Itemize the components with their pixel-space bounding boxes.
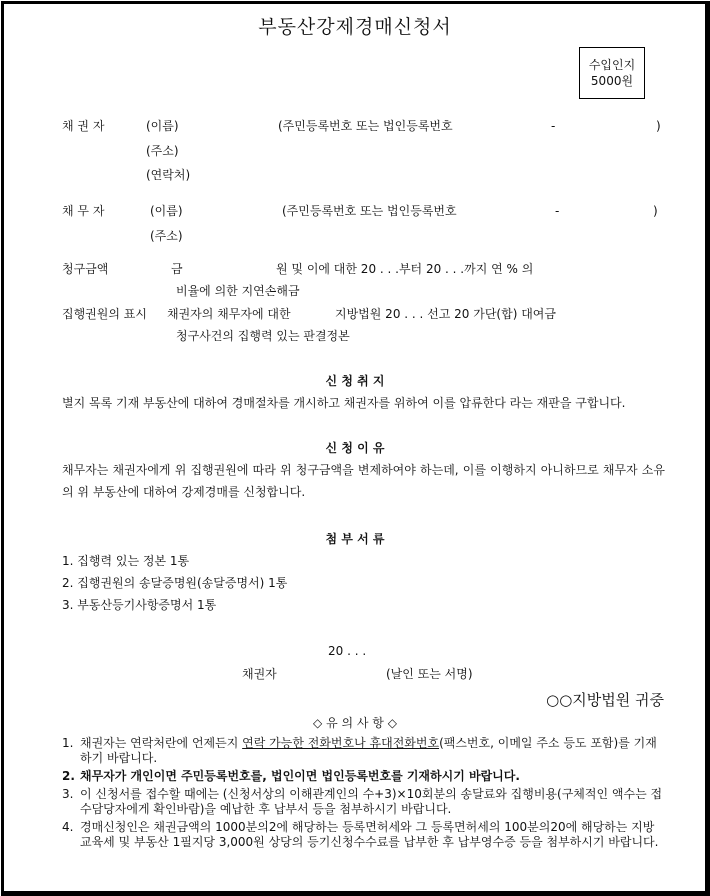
claim-amount-prefix: 금 xyxy=(171,262,183,276)
notice-text: 이 신청서를 접수할 때에는 (신청서상의 이해관계인의 수+3)×10회분의 송달료와 집행비용(구체적인 액수는 접수담당자에게 확인바람)을 예납한 후 납부서 등을 첨부하시기 바랍니다. xyxy=(80,787,663,816)
debtor-name-field[interactable]: (이름) xyxy=(150,204,183,218)
debtor-id-dash: - xyxy=(555,204,560,218)
purpose-text: 별지 목록 기재 부동산에 대하여 경매절차를 개시하고 채권자를 위하여 이를 압류한다 라는 재판을 구합니다. xyxy=(62,396,626,410)
signature-seal-field[interactable]: (날인 또는 서명) xyxy=(386,667,473,681)
claim-label: 청구금액 xyxy=(62,262,109,276)
notice-number: 3. xyxy=(62,787,74,801)
signature-date[interactable]: 20 . . . xyxy=(328,644,367,658)
creditor-label: 채 권 자 xyxy=(62,119,105,133)
notice-number: 4. xyxy=(62,820,74,834)
debtor-id-field[interactable]: (주민등록번호 또는 법인등록번호 xyxy=(282,204,457,218)
notice-item-4 xyxy=(62,820,665,850)
notice-text: (팩스번호, 이메일 주소 등도 포함)를 기재하기 바랍니다. xyxy=(80,736,657,765)
creditor-id-close: ) xyxy=(656,119,661,133)
enforcement-label: 집행권원의 표시 xyxy=(62,307,147,321)
purpose-heading: 신 청 취 지 xyxy=(325,374,385,388)
enforcement-line2: 청구사건의 집행력 있는 판결정본 xyxy=(176,329,350,343)
claim-terms: 원 및 이에 대한 20 . . .부터 20 . . .까지 연 % 의 xyxy=(276,262,534,276)
attachment-item-3: 3. 부동산등기사항증명서 1통 xyxy=(62,598,217,612)
notice-item-2 xyxy=(62,769,665,784)
enforcement-text: 채권자의 채무자에 대한 xyxy=(167,307,291,321)
stamp-line-2: 5000원 xyxy=(590,74,634,88)
stamp-line-1: 수입인지 xyxy=(588,58,636,72)
notice-text: 경매신청인은 채권금액의 1000분의2에 해당하는 등록면허세와 그 등록면허세의 100분의20에 해당하는 지방교육세 및 부동산 1필지당 3,000원 상당의 등기신청수수료를 납부한 후 납부영수증 등을 첨부하시기 바랍니다. xyxy=(80,820,659,849)
creditor-id-dash: - xyxy=(551,119,556,133)
notice-text: 채무자가 개인이면 주민등록번호를, 법인이면 법인등록번호를 기재하시기 바랍니다. xyxy=(80,769,520,783)
creditor-address-field[interactable]: (주소) xyxy=(146,144,179,158)
notice-item-3 xyxy=(62,787,665,817)
notice-underlined-text: 연락 가능한 전화번호나 휴대전화번호 xyxy=(242,736,440,750)
creditor-contact-field[interactable]: (연락처) xyxy=(146,168,191,182)
notice-heading: ◇ 유 의 사 항 ◇ xyxy=(313,716,397,730)
signature-creditor-label: 채권자 xyxy=(242,667,277,681)
notice-number: 1. xyxy=(62,736,74,750)
debtor-address-field[interactable]: (주소) xyxy=(150,229,183,243)
notice-item-1 xyxy=(62,736,665,766)
notice-number: 2. xyxy=(62,769,75,783)
enforcement-court-text: 지방법원 20 . . . 선고 20 가단(합) 대여금 xyxy=(335,307,556,321)
reason-heading: 신 청 이 유 xyxy=(325,441,385,455)
document-title: 부동산강제경매신청서 xyxy=(258,16,452,38)
attachments-heading: 첨 부 서 류 xyxy=(325,532,385,546)
creditor-name-field[interactable]: (이름) xyxy=(146,119,179,133)
creditor-id-field[interactable]: (주민등록번호 또는 법인등록번호 xyxy=(278,119,453,133)
reason-text: 채무자는 채권자에게 위 집행권원에 따라 위 청구금액을 변제하여야 하는데, 이를 이행하지 아니하므로 채무자 소유의 위 부동산에 대하여 강제경매를 신청합니다. xyxy=(62,463,665,499)
debtor-id-close: ) xyxy=(653,204,658,218)
attachment-item-1: 1. 집행력 있는 정본 1통 xyxy=(62,554,190,568)
notice-text: 채권자는 연락처란에 언제든지 xyxy=(80,736,243,750)
revenue-stamp-box xyxy=(579,47,645,99)
court-addressee: ○○지방법원 귀중 xyxy=(546,691,664,709)
debtor-label: 채 무 자 xyxy=(62,204,105,218)
notice-list xyxy=(62,736,665,853)
claim-terms-line2: 비율에 의한 지연손해금 xyxy=(176,284,300,298)
attachment-item-2: 2. 집행권원의 송달증명원(송달증명서) 1통 xyxy=(62,576,288,590)
